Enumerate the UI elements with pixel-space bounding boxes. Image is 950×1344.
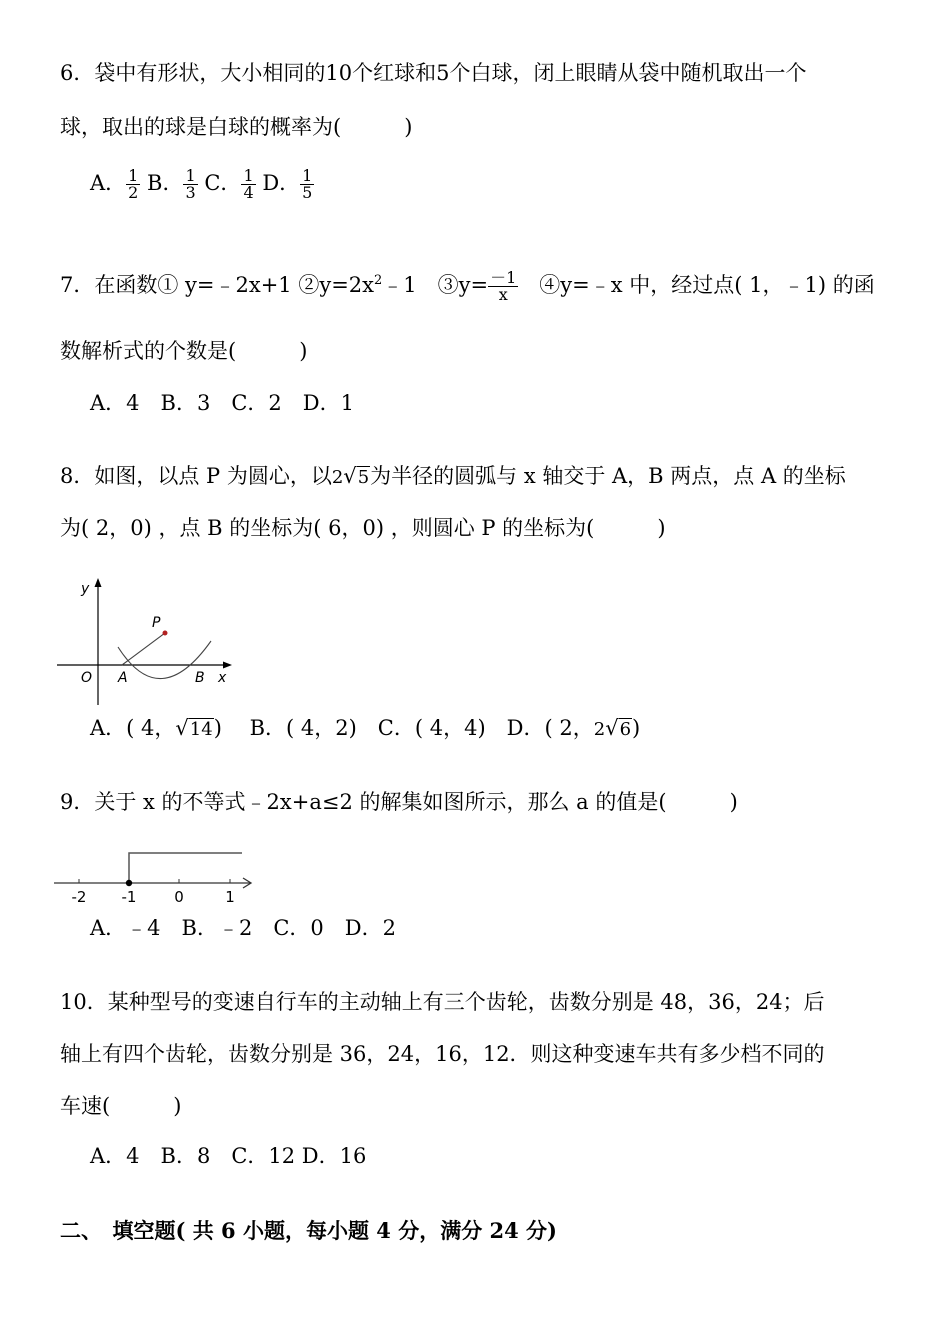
q8-option-bc: B．( 4，2) C．( 4，4) [249,716,486,740]
section-heading: 二、 填空题( 共 6 小题，每小题 4 分，满分 24 分) [60,1218,557,1243]
q10-options: A．4 B．8 C．12 D．16 [90,1144,367,1168]
radius-segment [122,633,165,665]
tick-label-0: 0 [174,888,184,905]
q6-option-d-label: D． [262,171,301,195]
q8-line-2: 为( 2，0) ，点 B 的坐标为( 6，0) ，则圆心 P 的坐标为( ) [60,516,666,540]
q9-line-1: 9．关于 x 的不等式﹣2x+a≤2 的解集如图所示，那么 a 的值是( ) [60,790,738,814]
x-axis-arrow [223,662,232,669]
solution-ray [129,853,242,883]
q8-option-a-sqrt: √14 [175,716,213,740]
p-label: P [152,615,161,631]
origin-label: O [81,670,93,686]
q10-line-3: 车速( ) [60,1094,182,1118]
x-axis-label: x [218,670,227,686]
y-axis-arrow [95,578,102,587]
q6-line-1: 6．袋中有形状，大小相同的10个红球和5个白球，闭上眼睛从袋中随机取出一个 [60,61,807,85]
q9-options: A．﹣4 B．﹣2 C．0 D．2 [90,916,396,940]
q7-options: A．4 B．3 C．2 D．1 [90,391,354,415]
q6-option-a-label: A． [90,171,127,195]
b-label: B [195,670,205,686]
q6-options [90,168,314,201]
q8-radius-sqrt: √5 [343,464,370,488]
q6-option-b-fraction: $\frac{1}{3}$ [185,166,196,202]
a-label: A [118,670,128,686]
y-axis-label: y [81,581,90,597]
q6-option-c-label: C． [204,171,242,195]
q7-text-1: 7．在函数① y=﹣2x+1 ②y=2x [60,273,374,297]
q6-option-d-fraction: $\frac{1}{5}$ [302,166,313,202]
q8-text-1: 8．如图，以点 P 为圆心，以 [60,464,332,488]
q8-option-a-close: ) [213,716,222,740]
q7-text-2: ﹣1 ③y= [382,273,489,297]
q6-line-2: 球，取出的球是白球的概率为( ) [60,115,413,139]
tick-label-minus-1: -1 [121,888,137,905]
q8-option-d-coef: 2 [593,719,606,740]
q8-option-a: A．( 4， [90,716,176,740]
q10-line-2: 轴上有四个齿轮，齿数分别是 36，24，16，12．则这种变速车共有多少档不同的 [60,1042,825,1066]
solid-point [126,880,132,886]
q7-line-2: 数解析式的个数是( ) [60,339,308,363]
q6-option-a-fraction: $\frac{1}{2}$ [128,166,139,202]
q7-text-3: ④y=﹣x 中，经过点( 1，﹣1) 的函 [518,273,875,297]
q7-fraction: $\frac{-1}{x}$ [490,268,517,304]
q10-line-1: 10．某种型号的变速自行车的主动轴上有三个齿轮，齿数分别是 48，36，24；后 [60,990,825,1014]
point-p [163,631,168,636]
tick-label-1: 1 [225,888,235,905]
q8-line-1 [60,466,846,487]
q6-option-b-label: B． [147,171,184,195]
q6-option-c-fraction: $\frac{1}{4}$ [243,166,254,202]
q8-radius-coef: 2 [331,467,344,488]
q7-exponent: 2 [374,273,383,288]
q8-option-d-close: ) [632,716,641,740]
q8-options [90,718,640,739]
q8-text-2: 为半径的圆弧与 x 轴交于 A，B 两点，点 A 的坐标 [370,464,846,488]
q9-number-line [52,845,262,905]
q8-option-d: D．( 2， [506,716,594,740]
q7-line-1 [60,270,875,303]
q8-figure [55,575,235,715]
tick-label-minus-2: -2 [71,888,87,905]
q8-option-d-sqrt: √6 [605,716,632,740]
